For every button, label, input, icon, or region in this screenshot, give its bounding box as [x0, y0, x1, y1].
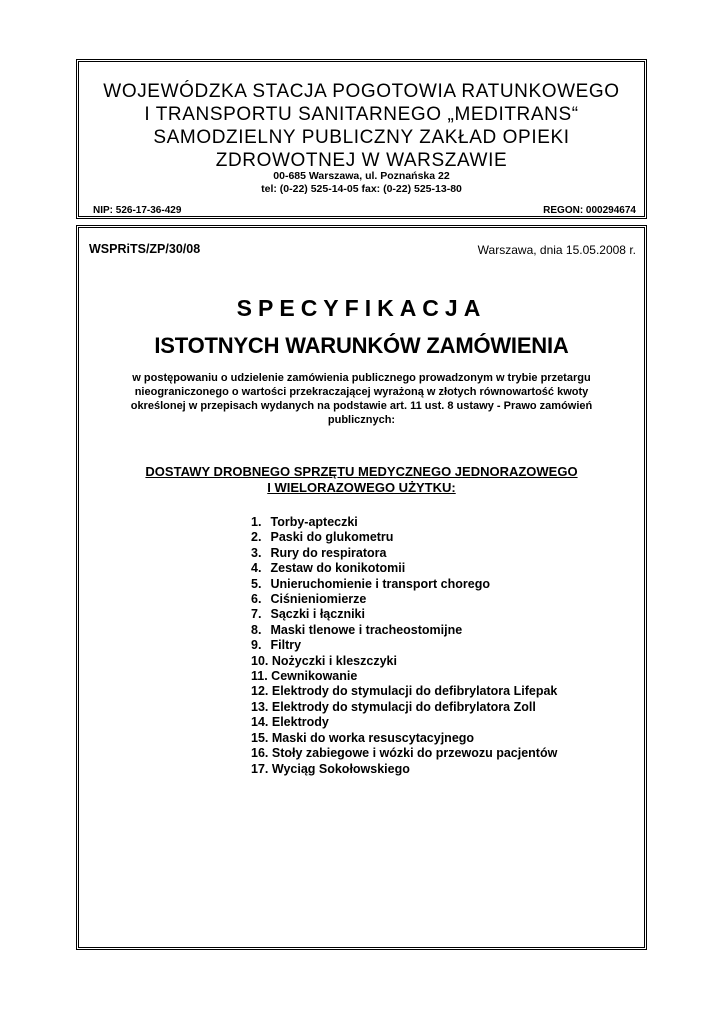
item-label: Rury do respiratora [270, 545, 387, 560]
list-item [251, 561, 557, 576]
item-number: 10. [251, 653, 269, 668]
list-item [251, 623, 557, 638]
list-item [251, 700, 557, 715]
document-title: SPECYFIKACJA [236, 295, 487, 321]
registration-row [79, 205, 644, 219]
item-label: Sączki i łączniki [270, 607, 365, 622]
subject-line-1: DOSTAWY DROBNEGO SPRZĘTU MEDYCZNEGO JEDNORAZOWEGO [145, 464, 578, 479]
item-label: Maski tlenowe i tracheostomijne [270, 622, 463, 637]
item-label: Elektrody do stymulacji do defibrylatora Zoll [271, 699, 536, 714]
item-number: 3. [251, 545, 262, 560]
item-number: 9. [251, 638, 262, 653]
list-item [251, 607, 557, 622]
list-item [251, 546, 557, 561]
subject-line-2: I WIELORAZOWEGO UŻYTKU: [267, 480, 456, 495]
item-list [251, 515, 557, 777]
org-line-3: SAMODZIELNY PUBLICZNY ZAKŁAD OPIEKI [153, 127, 570, 148]
item-number: 4. [251, 561, 262, 576]
item-number: 13. [251, 699, 269, 714]
list-item [251, 762, 557, 777]
item-label: Wyciąg Sokołowskiego [271, 761, 410, 776]
address-block [79, 170, 644, 196]
item-number: 11. [251, 669, 268, 684]
item-number: 12. [251, 684, 269, 699]
regon-number: REGON: 000294674 [543, 205, 636, 216]
list-item [251, 654, 557, 669]
item-label: Zestaw do konikotomii [270, 561, 406, 576]
item-number: 8. [251, 622, 262, 637]
list-item [251, 592, 557, 607]
item-label: Paski do glukometru [270, 530, 394, 545]
item-number: 5. [251, 576, 262, 591]
item-number: 14. [251, 715, 269, 730]
intro-paragraph: w postępowaniu o udzielenie zamówienia publicznego prowadzonym w trybie przetargu nieograniczonego o wartości przekraczającej wyrażoną w złotych równowartość kwoty określonej w przepisach wydanych na podstawie art. 11 ust. 8 ustawy - Prawo zamówień publicznych: [130, 372, 593, 426]
street-address: 00-685 Warszawa, ul. Poznańska 22 [273, 170, 450, 182]
list-item [251, 684, 557, 699]
item-label: Elektrody do stymulacji do defibrylatora Lifepak [271, 684, 558, 699]
item-label: Maski do worka resuscytacyjnego [271, 730, 475, 745]
item-label: Unieruchomienie i transport chorego [270, 576, 490, 591]
document-body-box [76, 225, 647, 950]
phone-fax: tel: (0-22) 525-14-05 fax: (0-22) 525-13-80 [261, 183, 462, 195]
item-number: 15. [251, 730, 269, 745]
list-item [251, 638, 557, 653]
list-item [251, 669, 557, 684]
list-item [251, 715, 557, 730]
org-line-4: ZDROWOTNEJ W WARSZAWIE [215, 150, 508, 171]
list-item [251, 731, 557, 746]
procurement-subject [79, 464, 644, 496]
item-number: 17. [251, 761, 269, 776]
reference-number: WSPRiTS/ZP/30/08 [89, 242, 201, 256]
list-item [251, 530, 557, 545]
document-date: Warszawa, dnia 15.05.2008 r. [477, 243, 636, 257]
item-number: 2. [251, 530, 262, 545]
item-label: Cewnikowanie [271, 669, 358, 684]
item-number: 6. [251, 592, 262, 607]
org-line-1: WOJEWÓDZKA STACJA POGOTOWIA RATUNKOWEGO [103, 81, 620, 102]
item-number: 7. [251, 607, 262, 622]
item-label: Filtry [270, 638, 302, 653]
item-label: Stoły zabiegowe i wózki do przewozu pacjentów [271, 746, 558, 761]
item-number: 1. [251, 515, 262, 529]
list-item [251, 746, 557, 761]
nip-number: NIP: 526-17-36-429 [93, 205, 182, 216]
item-label: Torby-apteczki [270, 515, 358, 529]
organization-name [79, 80, 644, 172]
letterhead-box [76, 59, 647, 219]
list-item [251, 515, 557, 530]
document-subtitle: ISTOTNYCH WARUNKÓW ZAMÓWIENIA [154, 333, 569, 358]
item-label: Elektrody [271, 715, 329, 730]
item-label: Nożyczki i kleszczyki [271, 653, 397, 668]
item-number: 16. [251, 746, 269, 761]
item-label: Ciśnieniomierze [270, 592, 367, 607]
org-line-2: I TRANSPORTU SANITARNEGO „MEDITRANS“ [144, 104, 579, 125]
list-item [251, 577, 557, 592]
